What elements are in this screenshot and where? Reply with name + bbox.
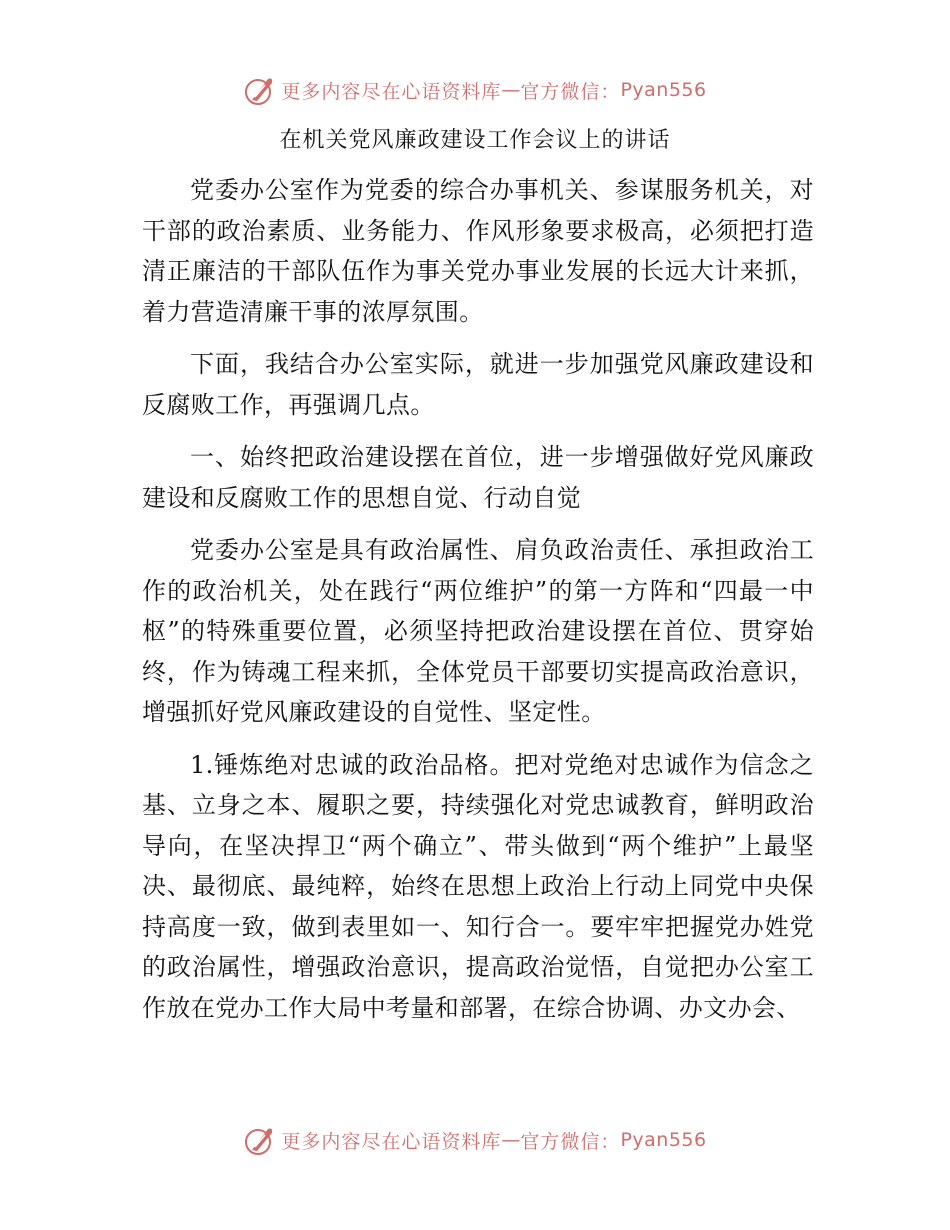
document-title: 在机关党风廉政建设工作会议上的讲话 [279,128,671,153]
banner-contact-label: 官方微信： [520,80,621,103]
banner-separator: — [501,79,521,101]
quill-pen-logo-icon [243,73,277,107]
header-watermark-banner [0,70,950,110]
paragraph-section-1-body: 党委办公室是具有政治属性、肩负政治责任、承担政治工作的政治机关，处在践行“两位维护”的第一方阵和“四最一中枢”的特殊重要位置，必须坚持把政治建设摆在首位、贯穿始终，作为铸魂工程来抓，全体党员干部要切实提高政治意识，增强抓好党风廉政建设的自觉性、坚定性。 [142,536,814,726]
banner-separator: — [501,1129,521,1151]
quill-pen-logo-icon [243,1123,277,1157]
paragraph-intro: 党委办公室作为党委的综合办事机关、参谋服务机关，对干部的政治素质、业务能力、作风形象要求极高，必须把打造清正廉洁的干部队伍作为事关党办事业发展的长远大计来抓，着力营造清廉干事的浓厚氛围。 [142,176,814,326]
section-heading-1: 一、始终把政治建设摆在首位，进一步增强做好党风廉政建设和反腐败工作的思想自觉、行动自觉 [142,443,814,512]
banner-contact-id: Pyan556 [620,79,707,101]
banner-brand-text: 更多内容尽在心语资料库 [281,80,502,103]
banner-contact-label: 官方微信： [520,1130,621,1153]
banner-brand-text: 更多内容尽在心语资料库 [281,1130,502,1153]
banner-contact-id: Pyan556 [620,1129,707,1151]
footer-watermark-banner [0,1120,950,1160]
paragraph-transition: 下面，我结合办公室实际，就进一步加强党风廉政建设和反腐败工作，再强调几点。 [142,350,814,419]
document-body [142,170,814,1040]
paragraph-point-1: 1.锤炼绝对忠诚的政治品格。把对党绝对忠诚作为信念之基、立身之本、履职之要，持续强化对党忠诚教育，鲜明政治导向，在坚决捍卫“两个确立”、带头做到“两个维护”上最坚决、最彻底、最纯粹，始终在思想上政治上行动上同党中央保持高度一致，做到表里如一、知行合一。要牢牢把握党办姓党的政治属性，增强政治意识，提高政治觉悟，自觉把办公室工作放在党办工作大局中考量和部署，在综合协调、办文办会、 [142,750,814,1022]
